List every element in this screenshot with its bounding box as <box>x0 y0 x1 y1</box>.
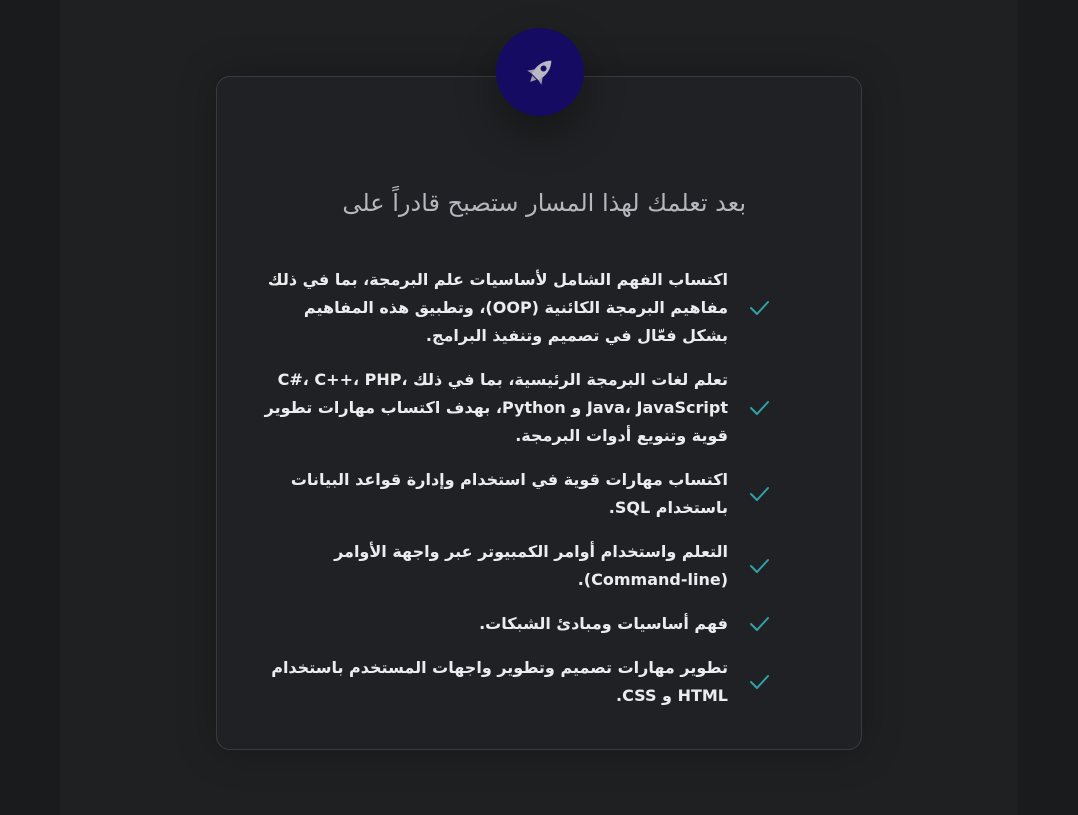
list-item <box>260 610 770 638</box>
list-item <box>260 654 770 710</box>
check-icon <box>748 397 770 419</box>
check-icon <box>748 671 770 693</box>
check-icon <box>748 555 770 577</box>
check-icon <box>748 613 770 635</box>
outcome-text: التعلم واستخدام أوامر الكمبيوتر عبر واجهة الأوامر (Command-line). <box>334 542 728 589</box>
rocket-badge <box>496 28 584 116</box>
outcome-text: اكتساب الفهم الشامل لأساسيات علم البرمجة، بما في ذلك مفاهيم البرمجة الكائنية (OOP)، وتطبيق هذه المفاهيم بشكل فعّال في تصميم وتنفيذ البرامج. <box>267 270 728 345</box>
list-item <box>260 266 770 350</box>
list-item <box>260 466 770 522</box>
check-icon <box>748 483 770 505</box>
outcome-text: تعلم لغات البرمجة الرئيسية، بما في ذلك C#، C++، PHP، Java، JavaScript و Python، بهدف اكتساب مهارات تطوير قوية وتنويع أدوات البرمجة. <box>264 370 728 445</box>
rocket-icon <box>520 52 560 92</box>
outcomes-list <box>260 266 770 726</box>
outcome-text: اكتساب مهارات قوية في استخدام وإدارة قواعد البيانات باستخدام SQL. <box>290 470 728 517</box>
outcome-text: تطوير مهارات تصميم وتطوير واجهات المستخدم باستخدام HTML و CSS. <box>271 658 728 705</box>
list-item <box>260 538 770 594</box>
outcomes-heading: بعد تعلمك لهذا المسار ستصبح قادراً على <box>342 189 746 217</box>
check-icon <box>748 297 770 319</box>
left-margin <box>0 0 60 815</box>
list-item <box>260 366 770 450</box>
outcome-text: فهم أساسيات ومبادئ الشبكات. <box>479 614 728 633</box>
right-margin <box>1018 0 1078 815</box>
